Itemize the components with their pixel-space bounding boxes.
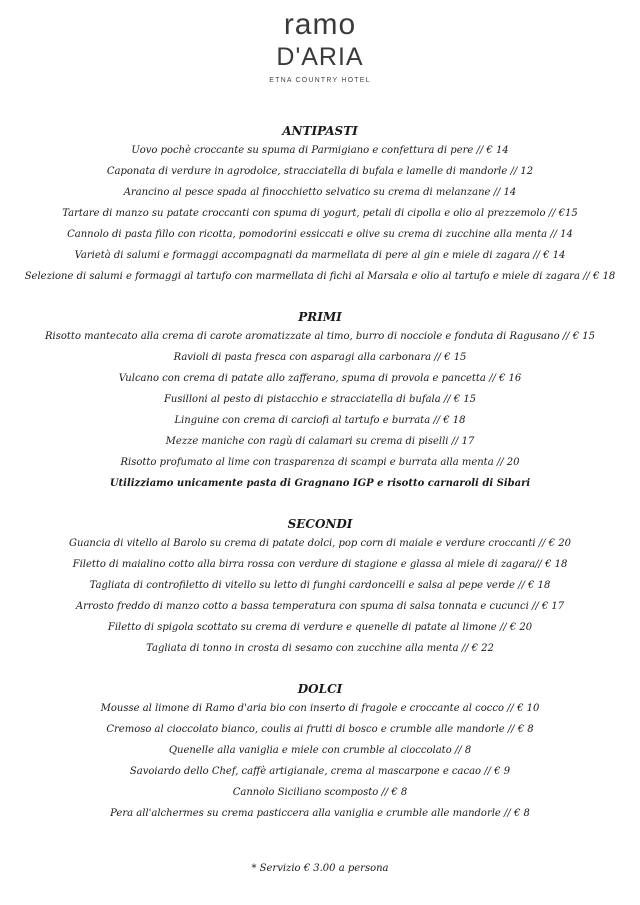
menu-item: Risotto profumato al lime con trasparenza di scampi e burrata alla menta // 20 bbox=[120, 457, 520, 468]
menu-section-secondi bbox=[0, 516, 640, 655]
menu-item: Linguine con crema di carciofi al tartufo e burrata // € 18 bbox=[174, 415, 466, 426]
menu-item: Filetto di maialino cotto alla birra rossa con verdure di stagione e glassa al miele di zagara// € 18 bbox=[72, 559, 568, 570]
section-title: SECONDI bbox=[287, 517, 353, 531]
pasta-note: Utilizziamo unicamente pasta di Gragnano IGP e risotto carnaroli di Sibari bbox=[109, 478, 531, 489]
menu-item: Varietà di salumi e formaggi accompagnati da marmellata di pere al gin e miele di zagara // € 14 bbox=[74, 250, 566, 261]
logo-ramo: ramo bbox=[283, 8, 357, 41]
menu-item: Arancino al pesce spada al finocchietto selvatico su crema di melanzane // 14 bbox=[123, 187, 517, 198]
menu-item: Uovo pochè croccante su spuma di Parmigiano e confettura di pere // € 14 bbox=[131, 145, 509, 156]
menu-item: Caponata di verdure in agrodolce, stracciatella di bufala e lamelle di mandorle // 12 bbox=[106, 166, 534, 177]
menu-item: Fusilloni al pesto di pistacchio e stracciatella di bufala // € 15 bbox=[163, 394, 477, 405]
menu-item: Pera all'alchermes su crema pasticcera alla vaniglia e crumble alle mandorle // € 8 bbox=[110, 808, 530, 819]
hotel-logo bbox=[0, 10, 640, 84]
section-title: DOLCI bbox=[297, 682, 343, 696]
menu-section-dolci bbox=[0, 681, 640, 820]
menu-item: Quenelle alla vaniglia e miele con crumble al cioccolato // 8 bbox=[168, 745, 472, 756]
menu-item: Tartare di manzo su patate croccanti con spuma di yogurt, petali di cipolla e olio al prezzemolo // €15 bbox=[62, 208, 578, 219]
menu-item: Mezze maniche con ragù di calamari su crema di piselli // 17 bbox=[165, 436, 475, 447]
menu-item: Mousse al limone di Ramo d'aria bio con inserto di fragole e croccante al cocco // € 10 bbox=[100, 703, 540, 714]
menu-item: Cremoso al cioccolato bianco, coulis ai frutti di bosco e crumble alle mandorle // € 8 bbox=[106, 724, 534, 735]
menu-item: Tagliata di controfiletto di vitello su letto di funghi cardoncelli e salsa al pepe verde // € 18 bbox=[89, 580, 551, 591]
menu-item: Risotto mantecato alla crema di carote aromatizzate al timo, burro di nocciole e fonduta di Ragusano // € 15 bbox=[45, 331, 595, 342]
section-title: PRIMI bbox=[298, 310, 342, 324]
menu-section-primi bbox=[0, 309, 640, 490]
menu-section-antipasti bbox=[0, 123, 640, 283]
menu-content bbox=[0, 123, 640, 828]
menu-item: Ravioli di pasta fresca con asparagi alla carbonara // € 15 bbox=[173, 352, 467, 363]
section-title: ANTIPASTI bbox=[282, 124, 358, 138]
menu-item: Tagliata di tonno in crosta di sesamo con zucchine alla menta // € 22 bbox=[146, 643, 494, 654]
logo-daria: D'ARIA bbox=[276, 43, 364, 71]
menu-item: Arrosto freddo di manzo cotto a bassa temperatura con spuma di salsa tonnata e cucunci // € 17 bbox=[75, 601, 565, 612]
menu-item: Savoiardo dello Chef, caffè artigianale, crema al mascarpone e cacao // € 9 bbox=[129, 766, 511, 777]
menu-item: Vulcano con crema di patate allo zafferano, spuma di provola e pancetta // € 16 bbox=[118, 373, 522, 384]
menu-item: Filetto di spigola scottato su crema di verdure e quenelle di patate al limone // € 20 bbox=[107, 622, 533, 633]
menu-item: Guancia di vitello al Barolo su crema di patate dolci, pop corn di maiale e verdure croccanti // € 20 bbox=[69, 538, 571, 549]
menu-item: Selezione di salumi e formaggi al tartufo con marmellata di fichi al Marsala e olio al tartufo e miele di zagara // € 18 bbox=[24, 271, 616, 282]
menu-item: Cannolo Siciliano scomposto // € 8 bbox=[232, 787, 408, 798]
service-charge-note: * Servizio € 3.00 a persona bbox=[251, 863, 389, 874]
logo-subtitle: ETNA COUNTRY HOTEL bbox=[269, 77, 371, 84]
menu-item: Cannolo di pasta fillo con ricotta, pomodorini essiccati e olive su crema di zucchine alla menta // 14 bbox=[67, 229, 573, 240]
